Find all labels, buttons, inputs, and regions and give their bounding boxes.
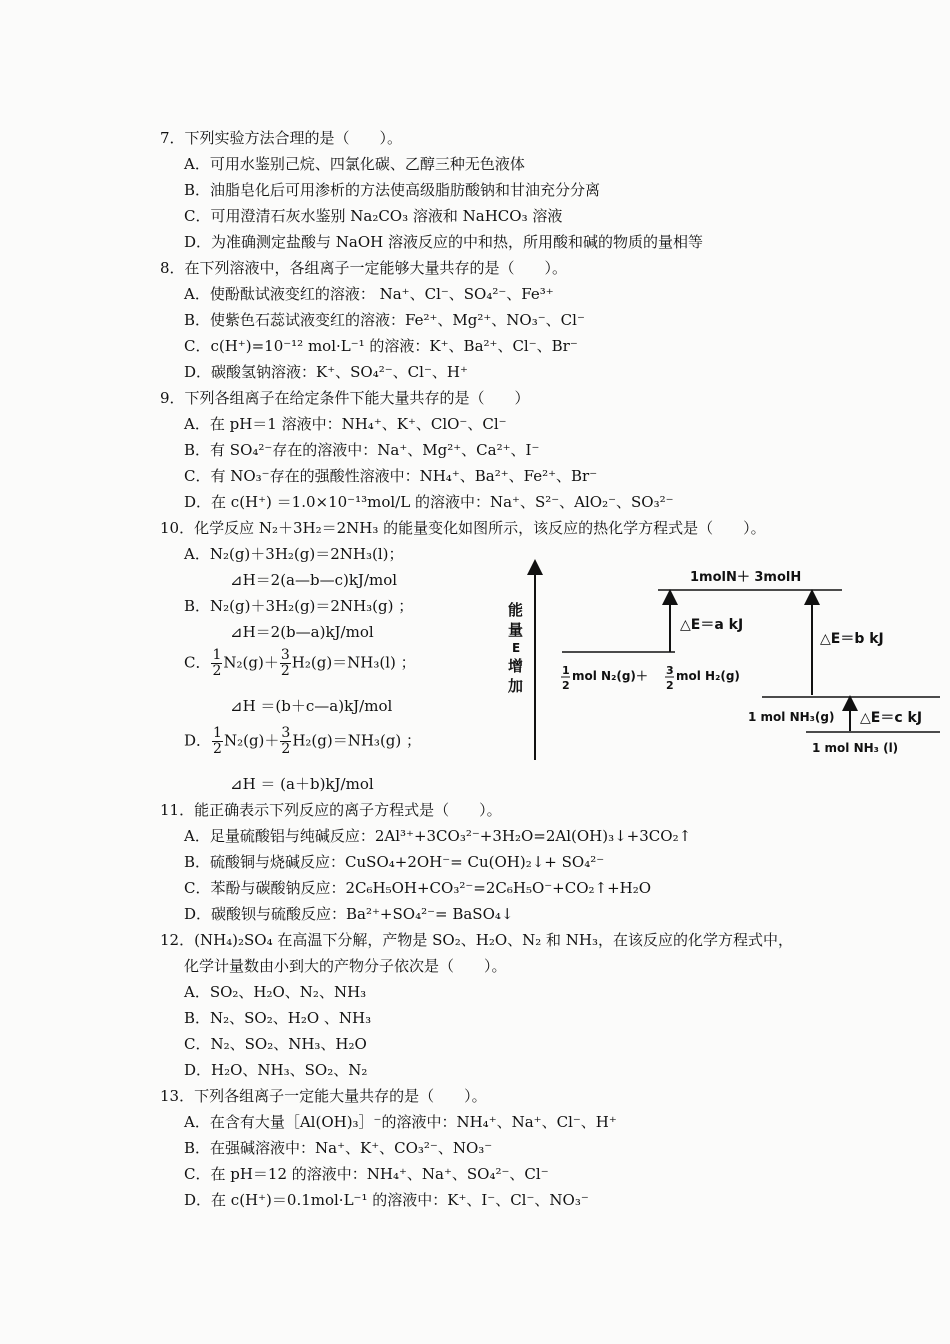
question-12-option-a: A．SO₂、H₂O、N₂、NH₃ [184,983,367,1001]
question-7-option-a: A．可用水鉴别己烷、四氯化碳、乙醇三种无色液体 [184,155,525,173]
fraction-denominator: 2 [213,741,222,757]
fraction-numerator: 3 [280,647,290,663]
fraction-numerator: 1 [213,725,222,741]
question-10-option-a: A．N₂(g)＋3H₂(g)＝2NH₃(l)； [184,545,404,563]
question-10-option-d-n2: N₂(g)＋ [223,731,280,750]
reactant-h2: mol H₂(g) [676,669,740,683]
question-7-option-d: D．为准确测定盐酸与 NaOH 溶液反应的中和热，所用酸和碱的物质的量相等 [184,233,704,251]
energy-level-diagram [500,555,945,770]
question-13-option-d: D．在 c(H⁺)＝0.1mol·L⁻¹ 的溶液中：K⁺、I⁻、Cl⁻、NO₃⁻ [184,1191,589,1209]
fraction-denominator: 2 [212,663,222,679]
fraction-numerator: 3 [281,725,291,741]
question-10-option-c-h2: H₂(g)＝NH₃(l) ； [291,653,416,672]
question-10-option-d [184,726,421,757]
reactant-frac-den: 2 [562,679,570,692]
question-12-option-d: D．H₂O、NH₃、SO₂、N₂ [184,1061,368,1079]
question-12-option-c: C．N₂、SO₂、NH₃、H₂O [184,1035,367,1053]
reactant-frac2-num: 3 [666,664,674,677]
fraction-denominator: 2 [281,741,291,757]
question-10-option-c-enthalpy: ⊿H ＝(b＋c—a)kJ/mol [230,697,393,715]
question-13-stem: 13．下列各组离子一定能大量共存的是（ ）。 [160,1087,487,1105]
question-13-option-c: C．在 pH＝12 的溶液中：NH₄⁺、Na⁺、SO₄²⁻、Cl⁻ [184,1165,549,1183]
question-11-option-a: A．足量硫酸铝与纯碱反应：2Al³⁺+3CO₃²⁻+3H₂O=2Al(OH)₃↓+3CO₂↑ [184,827,692,845]
question-8-stem: 8．在下列溶液中，各组离子一定能够大量共存的是（ ）。 [160,259,568,277]
question-11-stem: 11．能正确表示下列反应的离子方程式是（ ）。 [160,801,502,819]
question-10-option-d-label: D． [184,731,212,750]
question-8-option-b: B．使紫色石蕊试液变红的溶液：Fe²⁺、Mg²⁺、NO₃⁻、Cl⁻ [184,311,585,329]
question-10-stem: 10．化学反应 N₂＋3H₂＝2NH₃ 的能量变化如图所示，该反应的热化学方程式是（ ）。 [160,519,766,537]
question-7-option-b: B．油脂皂化后可用渗析的方法使高级脂肪酸钠和甘油充分分离 [184,181,601,199]
fraction-numerator: 1 [212,647,222,663]
question-9-stem: 9．下列各组离子在给定条件下能大量共存的是（ ） [160,389,530,407]
question-13-option-a: A．在含有大量［Al(OH)₃］⁻的溶液中：NH₄⁺、Na⁺、Cl⁻、H⁺ [184,1113,617,1131]
question-10-option-b-enthalpy: ⊿H＝2(b—a)kJ/mol [230,623,374,641]
fraction-three-halves [280,726,291,757]
delta-b-label: △E＝b kJ [820,631,884,647]
question-9-option-a: A．在 pH＝1 溶液中：NH₄⁺、K⁺、ClO⁻、Cl⁻ [184,415,507,433]
question-11-option-c: C．苯酚与碳酸钠反应：2C₆H₅OH+CO₃²⁻=2C₆H₅O⁻+CO₂↑+H₂O [184,879,652,897]
top-level-label: 1molN＋ 3molH [690,570,802,585]
fraction-one-half [211,648,222,679]
question-7-stem: 7．下列实验方法合理的是（ ）。 [160,129,403,147]
axis-label-char-3: E [512,641,521,655]
reactant-n2: mol N₂(g)＋ [572,669,648,683]
product-liquid-label: 1 mol NH₃ (l) [812,741,899,755]
question-10-option-d-h2: H₂(g)＝NH₃(g) ； [292,731,422,750]
question-8-option-d: D．碳酸氢钠溶液：K⁺、SO₄²⁻、Cl⁻、H⁺ [184,363,468,381]
question-10-option-c-label: C． [184,653,211,672]
product-gas-label: 1 mol NH₃(g) [748,710,835,724]
question-12-option-b: B．N₂、SO₂、H₂O 、NH₃ [184,1009,372,1027]
question-8-option-a: A．使酚酞试液变红的溶液： Na⁺、Cl⁻、SO₄²⁻、Fe³⁺ [184,285,554,303]
question-12-stem-line-2: 化学计量数由小到大的产物分子依次是（ ）。 [184,957,507,975]
question-13-option-b: B．在强碱溶液中：Na⁺、K⁺、CO₃²⁻、NO₃⁻ [184,1139,493,1157]
axis-label-char-4: 增 [508,657,524,675]
fraction-three-halves [280,648,291,679]
fraction-denominator: 2 [280,663,290,679]
delta-a-label: △E＝a kJ [680,617,744,633]
reactant-frac-num: 1 [562,664,570,677]
question-8-option-c: C．c(H⁺)=10⁻¹² mol·L⁻¹ 的溶液：K⁺、Ba²⁺、Cl⁻、Br⁻ [184,337,578,355]
axis-label-char-5: 加 [508,677,524,695]
question-10-option-a-enthalpy: ⊿H＝2(a—b—c)kJ/mol [230,571,398,589]
delta-c-label: △E＝c kJ [860,710,923,726]
question-7-option-c: C．可用澄清石灰水鉴别 Na₂CO₃ 溶液和 NaHCO₃ 溶液 [184,207,563,225]
question-10-option-c-n2: N₂(g)＋ [223,653,279,672]
question-9-option-b: B．有 SO₄²⁻存在的溶液中：Na⁺、Mg²⁺、Ca²⁺、I⁻ [184,441,540,459]
fraction-one-half [212,726,223,757]
question-9-option-c: C．有 NO₃⁻存在的强酸性溶液中：NH₄⁺、Ba²⁺、Fe²⁺、Br⁻ [184,467,598,485]
axis-label-char-1: 能 [508,601,524,619]
reactant-frac2-den: 2 [666,679,674,692]
question-10-option-c [184,648,416,679]
question-11-option-b: B．硫酸铜与烧碱反应：CuSO₄+2OH⁻= Cu(OH)₂↓+ SO₄²⁻ [184,853,605,871]
question-9-option-d: D．在 c(H⁺) ＝1.0×10⁻¹³mol/L 的溶液中：Na⁺、S²⁻、AlO₂⁻、SO₃²⁻ [184,493,674,511]
question-10-option-d-enthalpy: ⊿H ＝ (a＋b)kJ/mol [230,775,374,793]
question-11-option-d: D．碳酸钡与硫酸反应：Ba²⁺+SO₄²⁻= BaSO₄↓ [184,905,514,923]
axis-label-char-2: 量 [508,621,524,639]
question-10-option-b: B．N₂(g)＋3H₂(g)＝2NH₃(g) ； [184,597,414,615]
question-12-stem-line-1: 12．(NH₄)₂SO₄ 在高温下分解，产物是 SO₂、H₂O、N₂ 和 NH₃，在该反应的化学方程式中， [160,931,794,949]
